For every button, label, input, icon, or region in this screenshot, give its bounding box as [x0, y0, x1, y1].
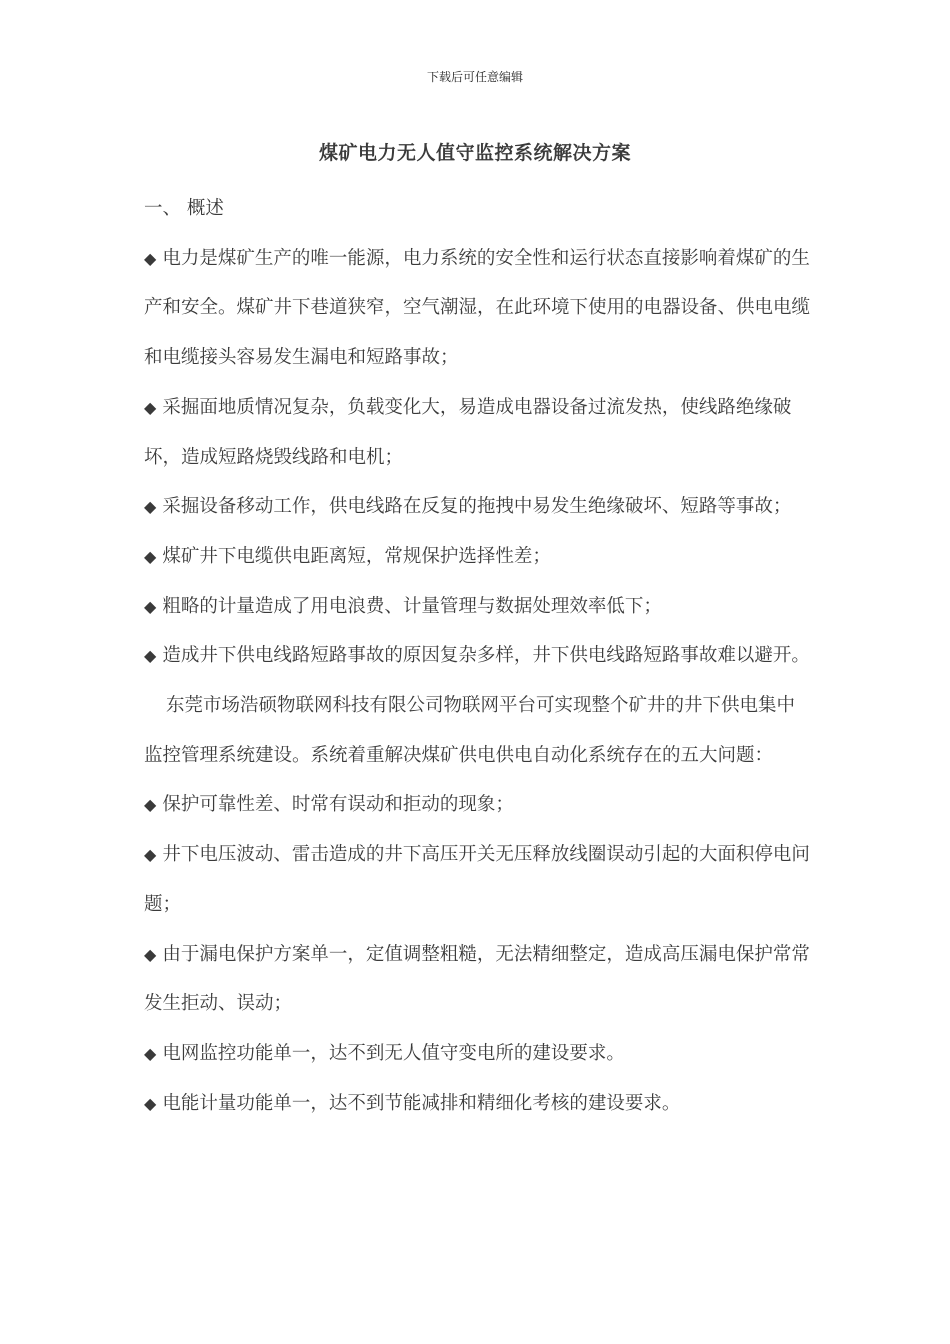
bullet-item: [144, 1079, 810, 1129]
diamond-bullet-icon: ◆: [144, 1043, 157, 1063]
bullet-item: [144, 234, 810, 383]
bullet-text: 由于漏电保护方案单一，定值调整粗糙，无法精细整定，造成高压漏电保护常常发生拒动、误动；: [144, 943, 810, 1015]
bullet-text: 煤矿井下电缆供电距离短，常规保护选择性差；: [162, 545, 551, 567]
bullet-item: [144, 383, 810, 482]
document-title: 煤矿电力无人值守监控系统解决方案: [318, 142, 631, 164]
bullet-text: 电网监控功能单一，达不到无人值守变电所的建设要求。: [162, 1042, 625, 1064]
diamond-bullet-icon: ◆: [144, 497, 157, 517]
diamond-bullet-icon: ◆: [144, 248, 157, 268]
bullet-item: [144, 1029, 810, 1079]
diamond-bullet-icon: ◆: [144, 546, 157, 566]
bullet-item: [144, 482, 810, 532]
bullet-text: 采掘设备移动工作，供电线路在反复的拖拽中易发生绝缘破坏、短路等事故；: [162, 496, 792, 518]
bullet-text: 井下电压波动、雷击造成的井下高压开关无压释放线圈误动引起的大面积停电问题；: [144, 844, 810, 915]
bullet-text: 粗略的计量造成了用电浪费、计量管理与数据处理效率低下；: [162, 595, 662, 617]
diamond-bullet-icon: ◆: [144, 944, 157, 964]
header-note: 下载后可任意编辑: [426, 70, 523, 84]
intro-paragraph: 东莞市场浩硕物联网科技有限公司物联网平台可实现整个矿井的井下供电集中监控管理系统建设。系统着重解决煤矿供电供电自动化系统存在的五大问题：: [144, 695, 796, 766]
diamond-bullet-icon: ◆: [144, 795, 157, 815]
bullet-item: [144, 930, 810, 1029]
diamond-bullet-icon: ◆: [144, 646, 157, 666]
diamond-bullet-icon: ◆: [144, 397, 157, 417]
bullet-text: 采掘面地质情况复杂，负载变化大，易造成电器设备过流发热，使线路绝缘破坏，造成短路烧毁线路和电机；: [144, 396, 792, 468]
section-heading: 一、 概述: [144, 198, 224, 219]
bullet-text: 造成井下供电线路短路事故的原因复杂多样，井下供电线路短路事故难以避开。: [162, 645, 810, 667]
bullet-text: 电力是煤矿生产的唯一能源，电力系统的安全性和运行状态直接影响着煤矿的生产和安全。煤矿井下巷道狭窄，空气潮湿，在此环境下使用的电器设备、供电电缆和电缆接头容易发生漏电和短路事故；: [144, 247, 811, 369]
bullet-item: [144, 582, 810, 632]
bullet-item: [144, 532, 810, 582]
bullet-item: [144, 780, 810, 830]
diamond-bullet-icon: ◆: [144, 596, 157, 616]
diamond-bullet-icon: ◆: [144, 1093, 157, 1113]
bullet-text: 保护可靠性差、时常有误动和拒动的现象；: [162, 794, 514, 816]
bullet-item: [144, 631, 810, 681]
bullet-item: [144, 830, 810, 929]
bullet-text: 电能计量功能单一，达不到节能减排和精细化考核的建设要求。: [162, 1092, 681, 1114]
document-body: [144, 184, 810, 1128]
diamond-bullet-icon: ◆: [144, 845, 157, 865]
